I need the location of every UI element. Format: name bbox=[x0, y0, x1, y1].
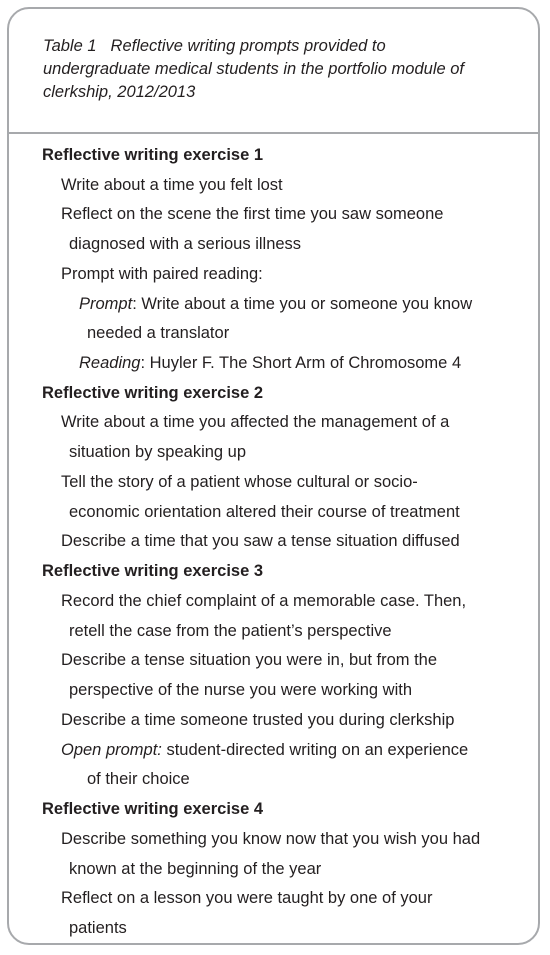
prompt-text: Write about a time you felt lost bbox=[61, 176, 283, 194]
section-heading-4: Reflective writing exercise 4 bbox=[42, 800, 264, 818]
prompt-lead-label: Prompt bbox=[79, 295, 133, 313]
caption-line-1 bbox=[43, 35, 513, 58]
prompt-text: Reflect on a lesson you were taught by one of your bbox=[61, 889, 433, 907]
table-title-line-3: clerkship, 2012/2013 bbox=[43, 83, 196, 101]
prompt-text: Reflect on the scene the first time you saw someone bbox=[61, 205, 444, 223]
prompt-subitem bbox=[61, 735, 468, 765]
prompt-text-continued: diagnosed with a serious illness bbox=[69, 235, 302, 253]
table-card bbox=[7, 7, 540, 945]
prompt-text-continued: needed a translator bbox=[87, 324, 230, 342]
table-title-line-1: Reflective writing prompts provided to bbox=[110, 37, 386, 55]
prompt-text: Prompt with paired reading: bbox=[61, 265, 263, 283]
prompt-text-continued: of their choice bbox=[87, 770, 190, 788]
prompt-text-continued: retell the case from the patient’s perspective bbox=[69, 622, 392, 640]
prompt-text-continued: known at the beginning of the year bbox=[69, 860, 322, 878]
table-title-line-2: undergraduate medical students in the portfolio module of bbox=[43, 60, 465, 78]
section-heading-2: Reflective writing exercise 2 bbox=[42, 384, 264, 402]
caption-divider bbox=[9, 132, 538, 134]
prompt-lead-label: Open prompt: bbox=[61, 741, 162, 759]
prompt-text: Record the chief complaint of a memorable case. Then, bbox=[61, 592, 467, 610]
prompt-text: Describe a time someone trusted you during clerkship bbox=[61, 711, 455, 729]
section-heading-3: Reflective writing exercise 3 bbox=[42, 562, 264, 580]
section-heading-1: Reflective writing exercise 1 bbox=[42, 146, 264, 164]
prompt-text: Describe a tense situation you were in, but from the bbox=[61, 651, 438, 669]
prompt-text-continued: economic orientation altered their course of treatment bbox=[69, 503, 460, 521]
prompt-text: Describe something you know now that you wish you had bbox=[61, 830, 481, 848]
prompt-text-continued: perspective of the nurse you were working with bbox=[69, 681, 413, 699]
prompt-text-continued: patients bbox=[69, 919, 127, 937]
prompt-lead-label: Reading bbox=[79, 354, 141, 372]
prompt-subitem bbox=[79, 289, 472, 319]
prompt-text: Describe a time that you saw a tense situation diffused bbox=[61, 532, 460, 550]
table-label: Table 1 bbox=[43, 37, 97, 55]
prompt-subitem-text: student-directed writing on an experience bbox=[161, 741, 469, 759]
prompt-subitem-text: : Write about a time you or someone you know bbox=[132, 295, 473, 313]
prompt-subitem-text: : Huyler F. The Short Arm of Chromosome 4 bbox=[140, 354, 462, 372]
prompt-text: Tell the story of a patient whose cultural or socio- bbox=[61, 473, 418, 491]
table-caption bbox=[43, 35, 513, 104]
prompt-subitem bbox=[79, 348, 461, 378]
prompt-text-continued: situation by speaking up bbox=[69, 443, 247, 461]
prompt-text: Write about a time you affected the management of a bbox=[61, 413, 450, 431]
